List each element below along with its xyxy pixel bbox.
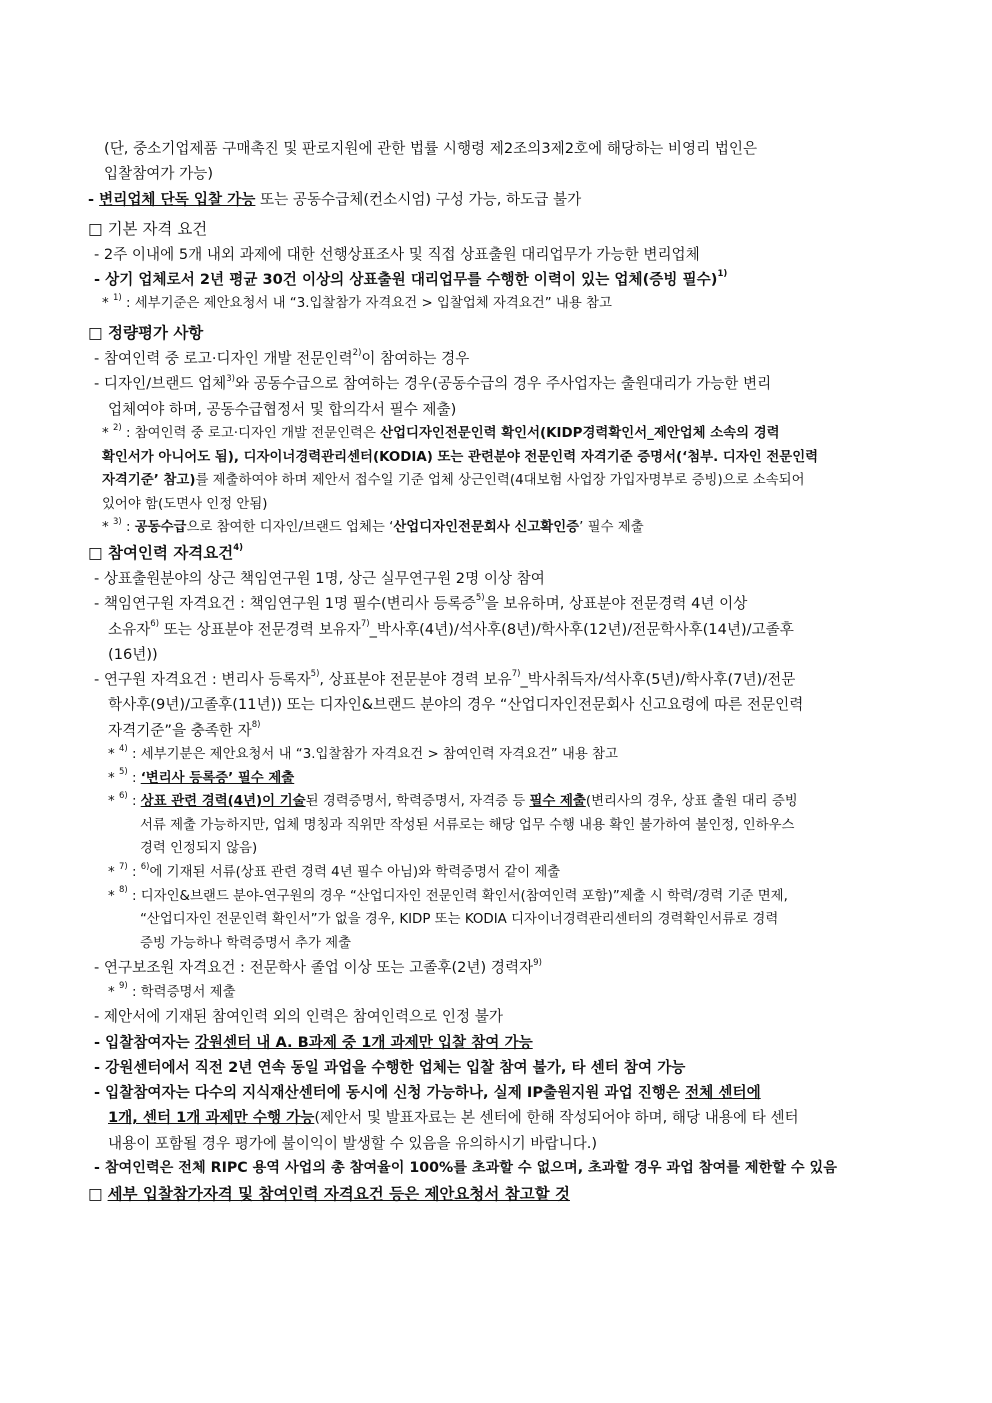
bullet-personnel-2: - 책임연구원 자격요건 : 책임연구원 1명 필수(변리사 등록증$^{5)}$을 보유하며, 상표분야 전문경력 4년 이상 소유자$^{6)}$ 또는 상표분야 전문경력 보유자$^{7)}$_박사후(4년)/석사후(8년)/학사후(12년)/전문학사후(14년)/고졸후 (16년)) [94,593,794,663]
bullet-basic-2: - 상기 업체로서 2년 평균 30건 이상의 상표출원 대리업무를 수행한 이력이 있는 업체(증빙 필수)$^{1)}$ [94,269,728,289]
section-personnel: □ 참여인력 자격요건$^{4)}$ [88,542,244,562]
bullet-personnel-3: - 연구원 자격요건 : 변리사 등록자$^{5)}$, 상표분야 전문분야 경력 보유$^{7)}$_박사취득자/석사후(5년)/학사후(7년)/전문 학사후(9년)/고졸후(11년)) 또는 디자인&브랜드 분야의 경우 “산업디자인전문회사 신고요령에 따른 전문인력 자격기준”을 충족한 자$^{8)}$ [94,669,804,739]
footnote-7: * $^{7)}$ : $^{6)}$에 기재된 서류(상표 관련 경력 4년 필수 아님)와 학력증명서 같이 제출 [108,861,561,880]
bullet-personnel-6: - 입찰참여자는 강원센터 내 A. B과제 중 1개 과제만 입찰 참여 가능 [94,1033,533,1051]
footnote-1: * $^{1)}$ : 세부기준은 제안요청서 내 “3.입찰참가 자격요건 > 입찰업체 자격요건” 내용 참고 [102,293,612,312]
bullet-quant-1: - 참여인력 중 로고·디자인 개발 전문인력$^{2)}$이 참여하는 경우 [94,348,470,368]
footnote-9: * $^{9)}$ : 학력증명서 제출 [108,981,236,1000]
footnote-8: * $^{8)}$ : 디자인&브랜드 분야-연구원의 경우 “산업디자인 전문인력 확인서(참여인력 포함)”제출 시 학력/경력 기준 면제, “산업디자인 전문인력 확인서”가 없을 경우, KIDP 또는 KODIA 디자이너경력관리센터의 경력확인서류로 경력 증빙 가능하나 학력증명서 추가 제출 [108,885,788,951]
footnote-4: * $^{4)}$ : 세부기분은 제안요청서 내 “3.입찰참가 자격요건 > 참여인력 자격요건” 내용 참고 [108,743,618,763]
bullet-personnel-4: - 연구보조원 자격요건 : 전문학사 졸업 이상 또는 고졸후(2년) 경력자$^{9)}$ [94,957,542,977]
bullet-solo-bid: - 변리업체 단독 입찰 가능 또는 공동수급체(컨소시엄) 구성 가능, 하도급 불가 [88,190,582,208]
document-page [88,136,924,1207]
footnote-6: * $^{6)}$ : 상표 관련 경력(4년)이 기술된 경력증명서, 학력증명서, 자격증 등 필수 제출(변리사의 경우, 상표 출원 대리 증빙 서류 제출 가능하지만, 업체 명칭과 직위만 작성된 서류로는 해당 업무 수행 내용 확인 불가하여 불인정, 인하우스 경력 인정되지 않음) [108,790,798,857]
paragraph-exception: (단, 중소기업제품 구매촉진 및 판로지원에 관한 법률 시행령 제2조의3제2호에 해당하는 비영리 법인은 입찰참여가 가능) [104,140,758,183]
bullet-personnel-1: - 상표출원분야의 상근 책임연구원 1명, 상근 실무연구원 2명 이상 참여 [94,569,545,587]
bullet-personnel-7: - 강원센터에서 직전 2년 연속 동일 과업을 수행한 업체는 입찰 참여 불가, 타 센터 참여 가능 [94,1058,686,1076]
footnote-2: * $^{2)}$ : 참여인력 중 로고·디자인 개발 전문인력은 산업디자인전문인력 확인서(KIDP경력확인서_제안업체 소속의 경력 확인서가 아니어도 됨), 디자이너경력관리센터(KODIA) 또는 관련분야 전문인력 자격기준 증명서(‘첨부. 디자인 전문인력 자격기준’ 참고)를 제출하여야 하며 제안서 접수일 기준 업체 상근인력(4대보험 사업장 가입자명부로 증빙)으로 소속되어 있어야 함(도면사 인정 안됨) [102,422,819,512]
section-basic-qualification: □ 기본 자격 요건 [88,219,208,238]
bullet-personnel-5: - 제안서에 기재된 참여인력 외의 인력은 참여인력으로 인정 불가 [94,1008,503,1026]
footnote-3: * $^{3)}$ : 공동수급으로 참여한 디자인/브랜드 업체는 ‘산업디자인전문회사 신고확인증’ 필수 제출 [102,516,644,536]
bullet-personnel-8: - 입찰참여자는 다수의 지식재산센터에 동시에 신청 가능하나, 실제 IP출원지원 과업 진행은 전체 센터에 1개, 센터 1개 과제만 수행 가능(제안서 및 발표자료는 본 센터에 한해 작성되어야 하며, 해당 내용에 타 센터 내용이 포함될 경우 평가에 불이익이 발생할 수 있음을 유의하시기 바랍니다.) [94,1084,799,1152]
bullet-personnel-9: - 참여인력은 전체 RIPC 용역 사업의 총 참여율이 100%를 초과할 수 없으며, 초과할 경우 과업 참여를 제한할 수 있음 [94,1160,837,1177]
footnote-5: * $^{5)}$ : ‘변리사 등록증’ 필수 제출 [108,767,295,786]
section-quantitative: □ 정량평가 사항 [88,324,204,343]
section-refer-rfp: □ 세부 입찰참가자격 및 참여인력 자격요건 등은 제안요청서 참고할 것 [88,1185,570,1204]
bullet-basic-1: - 2주 이내에 5개 내외 과제에 대한 선행상표조사 및 직접 상표출원 대리업무가 가능한 변리업체 [94,245,700,263]
bullet-quant-2: - 디자인/브랜드 업체$^{3)}$와 공동수급으로 참여하는 경우(공동수급의 경우 주사업자는 출원대리가 가능한 변리 업체여야 하며, 공동수급협정서 및 합의각서 필수 제출) [94,373,772,418]
